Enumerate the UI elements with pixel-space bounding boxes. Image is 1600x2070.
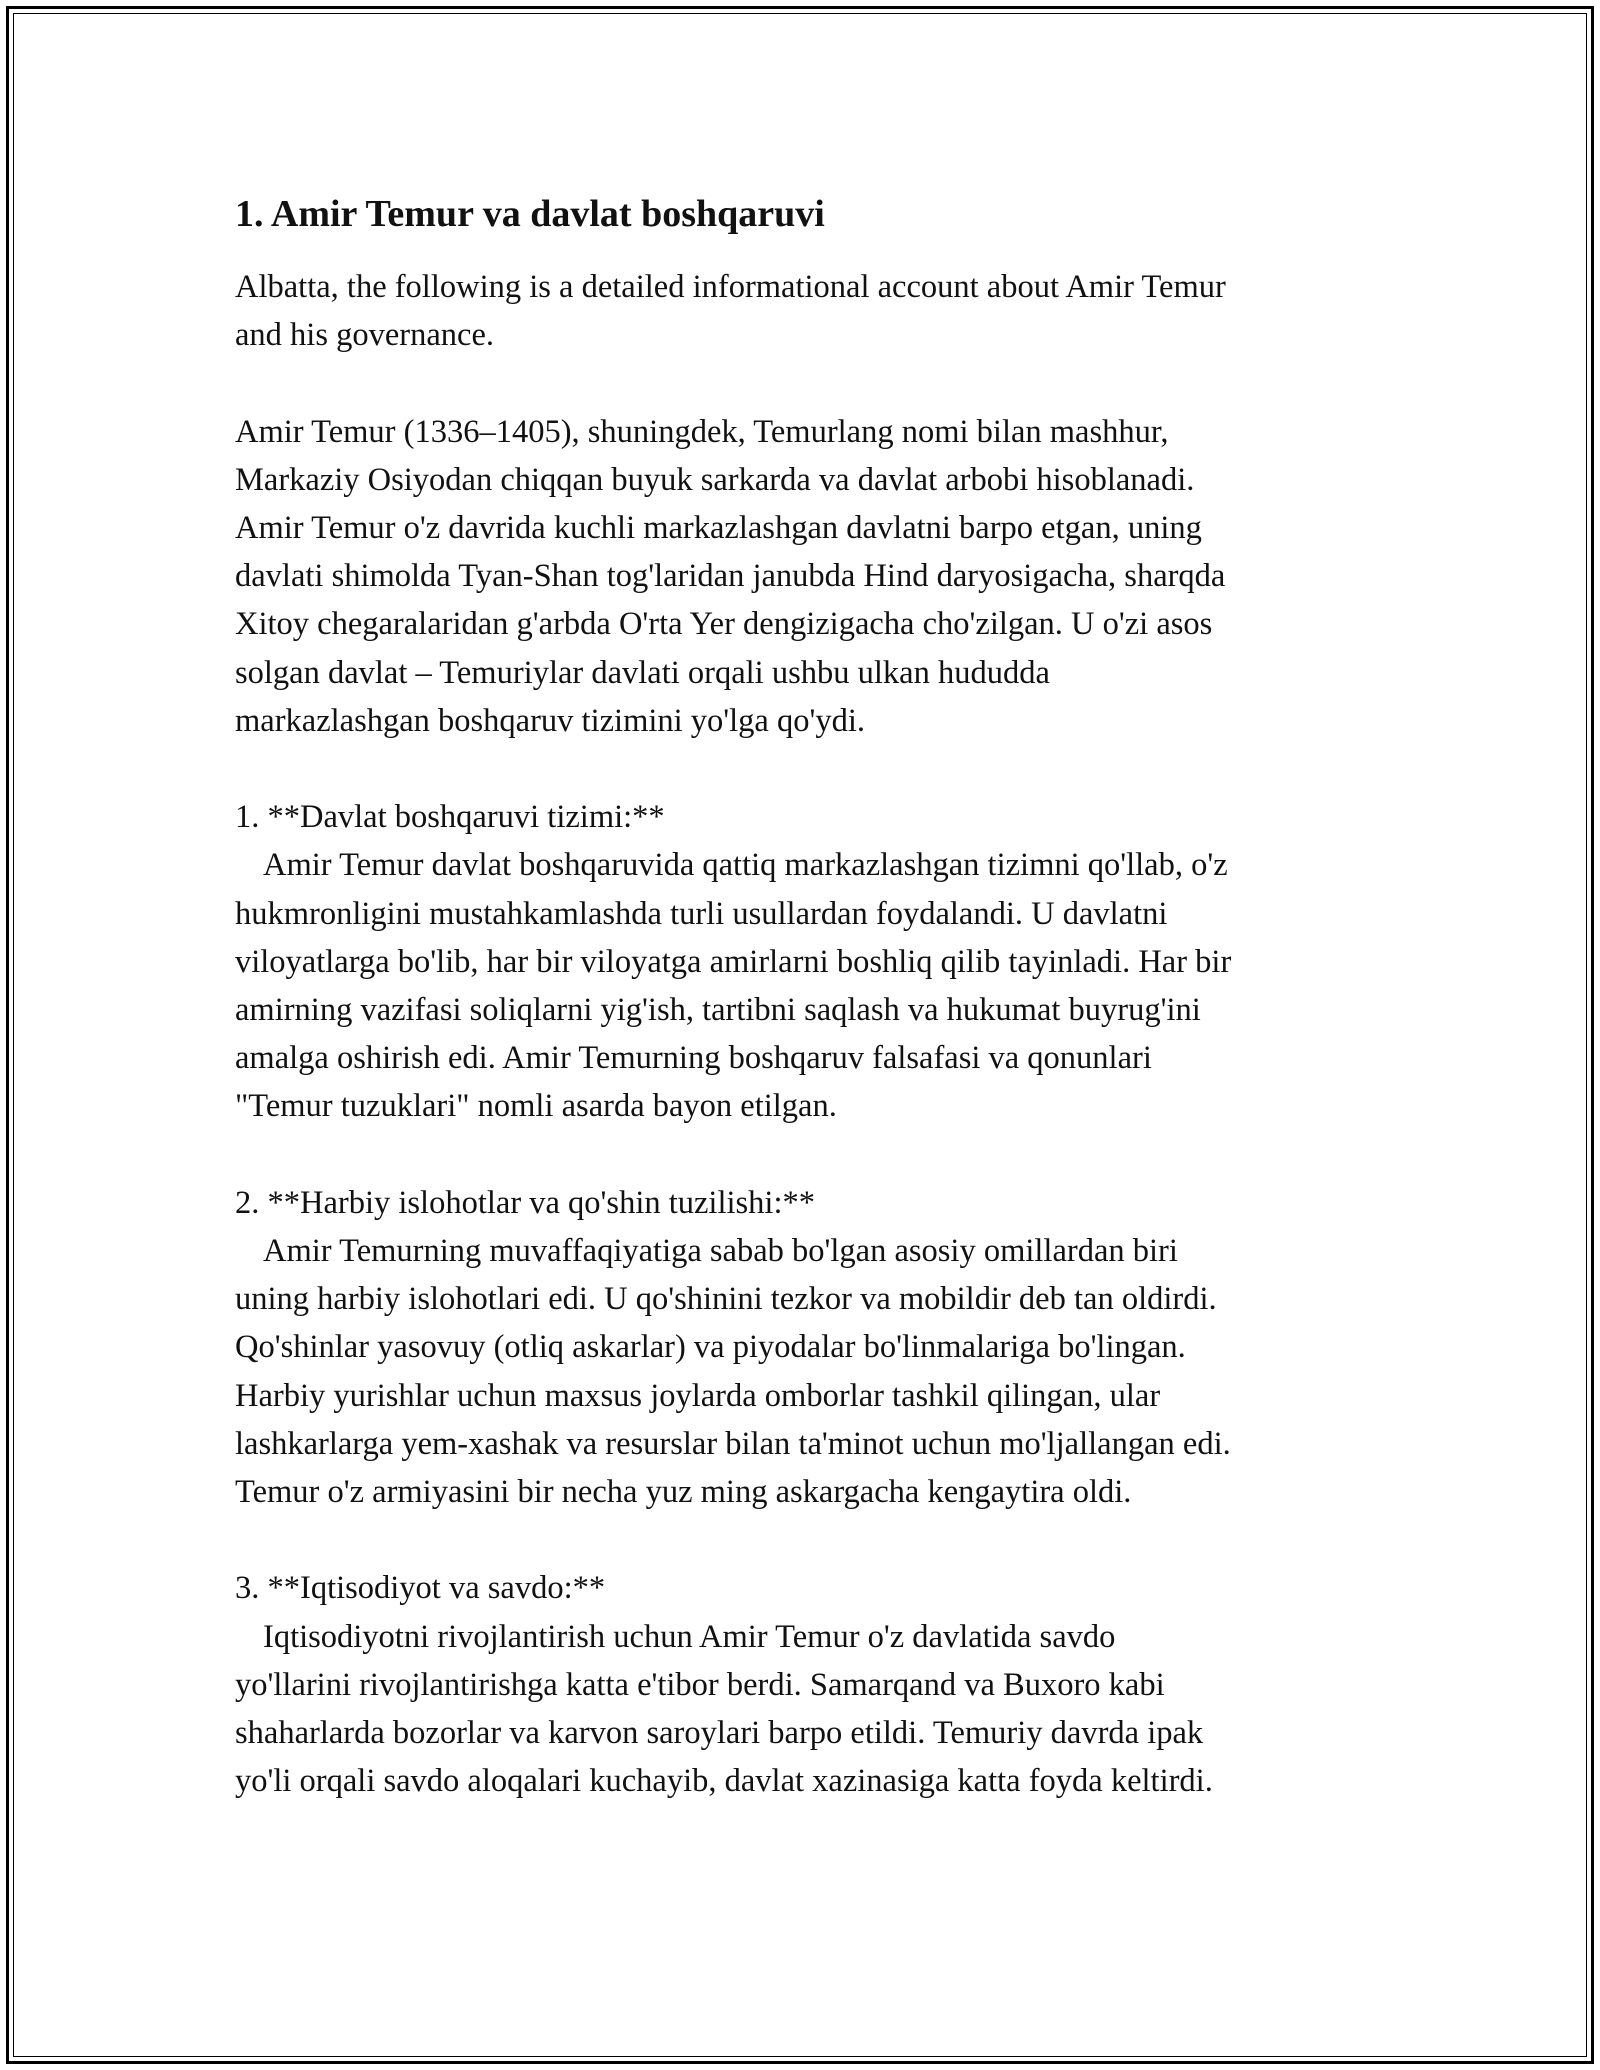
section-line [235,1613,1370,1661]
section-line [235,1227,1370,1275]
section-line: lashkarlarga yem-xashak va resurslar bilan ta'minot uchun mo'ljallangan edi. [235,1425,1231,1462]
overview-paragraph [235,408,1370,745]
section-line [235,841,1370,889]
section-line: shaharlarda bozorlar va karvon saroylari barpo etildi. Temuriy davrda ipak [235,1715,1204,1752]
intro-line: and his governance. [235,317,495,354]
section-line: "Temur tuzuklari" nomli asarda bayon etilgan. [235,1088,837,1125]
section-line: amirning vazifasi soliqlarni yig'ish, tartibni saqlash va hukumat buyrug'ini [235,992,1201,1029]
section-line-text: Amir Temurning muvaffaqiyatiga sabab bo'lgan asosiy omillardan biri [263,1233,1178,1270]
overview-line: Markaziy Osiyodan chiqqan buyuk sarkarda va davlat arbobi hisoblanadi. [235,461,1195,498]
section-line: viloyatlarga bo'lib, har bir viloyatga amirlarni boshliq qilib tayinladi. Har bir [235,943,1232,980]
overview-line: Amir Temur o'z davrida kuchli markazlashgan davlatni barpo etgan, uning [235,510,1202,546]
overview-line: markazlashgan boshqaruv tizimini yo'lga qo'ydi. [235,702,865,739]
section-line: Temur o'z armiyasini bir necha yuz ming askargacha kengaytira oldi. [235,1474,1132,1511]
intro-paragraph [235,263,1370,359]
section-line: Qo'shinlar yasovuy (otliq askarlar) va piyodalar bo'linmalariga bo'lingan. [235,1329,1186,1366]
document-title: 1. Amir Temur va davlat boshqaruvi [235,193,825,235]
section-heading: 1. **Davlat boshqaruvi tizimi:** [235,799,665,836]
section-heading: 3. **Iqtisodiyot va savdo:** [235,1570,606,1607]
section-heading: 2. **Harbiy islohotlar va qo'shin tuzilishi:** [235,1184,815,1221]
section-line: amalga oshirish edi. Amir Temurning boshqaruv falsafasi va qonunlari [235,1040,1152,1077]
section-military [235,1179,1370,1516]
section-line: yo'li orqali savdo aloqalari kuchayib, davlat xazinasiga katta foyda keltirdi. [235,1763,1213,1800]
section-line: yo'llarini rivojlantirishga katta e'tibor berdi. Samarqand va Buxoro kabi [235,1666,1165,1703]
overview-line: Xitoy chegaralaridan g'arbda O'rta Yer dengizigacha cho'zilgan. U o'zi asos [235,606,1213,643]
section-governance [235,793,1370,1130]
section-line: uning harbiy islohotlari edi. U qo'shinini tezkor va mobildir deb tan oldirdi. [235,1281,1217,1318]
overview-line: Amir Temur (1336–1405), shuningdek, Temurlang nomi bilan mashhur, [235,413,1169,450]
section-economy [235,1564,1370,1805]
section-line: hukmronligini mustahkamlashda turli usullardan foydalandi. U davlatni [235,895,1168,932]
overview-line: davlati shimolda Tyan-Shan tog'laridan janubda Hind daryosigacha, sharqda [235,558,1226,595]
section-line-text: Amir Temur davlat boshqaruvida qattiq markazlashgan tizimni qo'llab, o'z [263,847,1228,884]
intro-line: Albatta, the following is a detailed informational account about Amir Temur [235,269,1226,305]
section-line-text: Iqtisodiyotni rivojlantirish uchun Amir Temur o'z davlatida savdo [263,1618,1116,1655]
overview-line: solgan davlat – Temuriylar davlati orqali ushbu ulkan hududda [235,654,1050,691]
section-line: Harbiy yurishlar uchun maxsus joylarda omborlar tashkil qilingan, ular [235,1377,1161,1414]
document-body [235,185,1370,1854]
